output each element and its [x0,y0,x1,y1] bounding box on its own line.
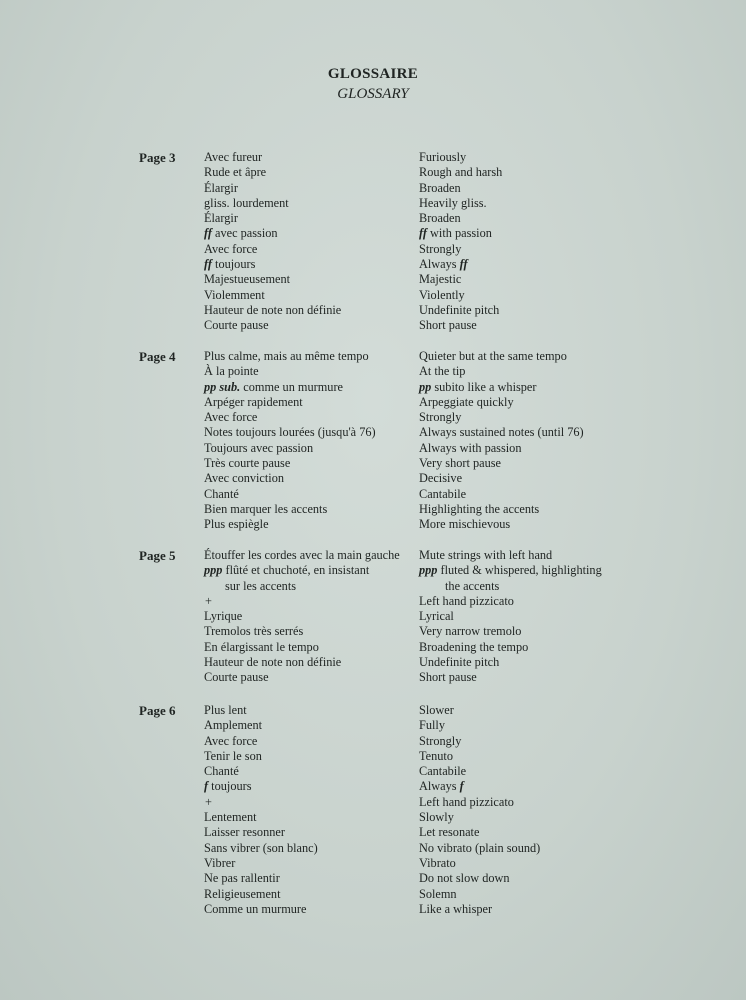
english-translation-text: Rough and harsh [419,165,503,180]
french-term [204,226,409,241]
english-column [419,349,719,533]
english-translation-text: Mute strings with left hand [419,548,553,562]
english-translation [419,594,719,609]
english-translation-text: Left hand pizzicato [419,593,514,608]
english-translation [419,871,719,886]
french-term [204,502,409,517]
french-term-text: sur les accents [225,578,297,593]
english-translation [419,181,719,196]
dynamic-marking: pp [419,379,432,394]
french-term [204,211,409,226]
english-translation [419,749,719,764]
french-term-text: Très courte pause [204,456,291,471]
french-term-text: Lyrique [204,609,243,624]
french-term-text: avec passion [211,226,278,241]
french-term-text: + [205,593,212,608]
french-term [204,196,409,211]
french-term-text: Arpéger rapidement [204,394,303,409]
english-translation [419,487,719,502]
french-column [204,150,409,334]
english-translation [419,364,719,379]
english-translation-text: Always with passion [419,440,522,455]
french-term [204,902,409,917]
english-translation-text: Arpeggiate quickly [419,394,514,409]
french-term-text: À la pointe [204,364,259,379]
french-term [204,165,409,180]
english-translation-text: the accents [445,578,500,593]
french-term [204,257,409,272]
page-subtitle: GLOSSARY [337,86,409,102]
english-translation-text: Undefinite pitch [419,302,500,317]
french-term [204,364,409,379]
english-translation [419,902,719,917]
english-translation-text: Always [419,779,460,794]
english-translation-text: Let resonate [419,825,480,840]
french-term [204,609,409,624]
french-term-text: Comme un murmure [204,901,307,916]
french-term-text: Vibrer [204,855,236,870]
english-translation-text: Always [419,257,460,272]
english-translation [419,810,719,825]
english-translation [419,303,719,318]
french-term [204,810,409,825]
english-translation-text: Furiously [419,150,467,164]
english-translation-text: Lyrical [419,609,454,624]
english-translation [419,825,719,840]
section-page-label: Page 3 [139,150,176,165]
english-translation-text: Cantabile [419,486,467,501]
english-translation [419,887,719,902]
english-translation-text: Highlighting the accents [419,501,540,516]
english-translation [419,718,719,733]
english-translation-text: Decisive [419,471,463,486]
french-term-text: Amplement [204,718,263,733]
english-translation-text: Broaden [419,180,461,195]
french-term-text: Sans vibrer (son blanc) [204,840,318,855]
english-translation [419,640,719,655]
english-column [419,703,719,917]
french-term [204,856,409,871]
french-term-text: Chanté [204,486,239,501]
english-translation-text: More mischievous [419,517,511,532]
dynamic-marking: ff [459,257,468,272]
dynamic-marking: f [204,779,209,794]
english-translation [419,764,719,779]
english-translation-text: Strongly [419,733,462,748]
english-translation [419,670,719,685]
english-translation-text: Quieter but at the same tempo [419,349,567,363]
french-column [204,349,409,533]
french-term-text: Avec force [204,410,258,425]
french-term-text: Avec force [204,733,258,748]
french-term-text: toujours [208,779,252,794]
french-term-text: Violemment [204,287,265,302]
english-translation [419,425,719,440]
dynamic-marking: ff [419,226,427,241]
section-page-label: Page 6 [139,703,176,718]
english-translation [419,563,719,578]
french-term-text: Chanté [204,764,239,779]
french-term-text: + [205,794,212,809]
english-translation [419,456,719,471]
french-term-text: Plus lent [204,703,247,717]
page-title: GLOSSAIRE [327,66,419,82]
french-term-text: En élargissant le tempo [204,639,319,654]
french-term [204,718,409,733]
english-translation-text: Violently [419,287,465,302]
french-term [204,425,409,440]
english-translation-text: fluted & whispered, highlighting [437,563,602,578]
english-translation [419,471,719,486]
english-translation-text: Short pause [419,318,477,333]
french-term-text: Plus espiègle [204,517,269,532]
english-translation-text: Very short pause [419,456,501,471]
french-term [204,871,409,886]
dynamic-marking: ff [204,226,212,241]
english-translation [419,288,719,303]
english-translation [419,395,719,410]
french-column [204,548,409,686]
english-translation [419,548,719,563]
english-translation-text: Short pause [419,670,477,685]
french-term [204,410,409,425]
english-translation-text: No vibrato (plain sound) [419,840,541,855]
english-translation-text: Like a whisper [419,901,493,916]
french-term-text: Toujours avec passion [204,440,314,455]
french-term [204,734,409,749]
french-term-text: Laisser resonner [204,825,285,840]
french-term [204,181,409,196]
french-term [204,887,409,902]
english-translation [419,779,719,794]
french-term [204,670,409,685]
french-term [204,655,409,670]
english-translation-text: subito like a whisper [431,379,537,394]
english-translation [419,609,719,624]
french-term [204,288,409,303]
french-term-text: Ne pas rallentir [204,871,280,886]
french-term [204,764,409,779]
dynamic-marking: pp sub. [204,379,241,394]
french-column [204,703,409,917]
english-translation-text: Heavily gliss. [419,195,487,210]
dynamic-marking: f [459,779,464,794]
french-term-text: Étouffer les cordes avec la main gauche [204,548,400,562]
french-term [204,579,409,594]
french-term-text: Plus calme, mais au même tempo [204,349,369,363]
french-term [204,272,409,287]
english-translation [419,517,719,532]
french-term [204,749,409,764]
dynamic-marking: ppp [419,563,438,578]
english-translation-text: Always sustained notes (until 76) [419,425,584,440]
english-translation-text: Tenuto [419,748,453,763]
french-term [204,303,409,318]
french-term-text: Tenir le son [204,748,262,763]
english-translation-text: Left hand pizzicato [419,794,514,809]
dynamic-marking: ff [204,257,212,272]
french-term [204,563,409,578]
english-translation [419,150,719,165]
french-term-text: Courte pause [204,670,269,685]
french-term-text: Courte pause [204,318,269,333]
english-translation [419,856,719,871]
english-translation [419,624,719,639]
english-translation [419,272,719,287]
french-term [204,150,409,165]
dynamic-marking: ppp [204,563,223,578]
english-translation [419,318,719,333]
english-translation [419,257,719,272]
english-translation [419,226,719,241]
french-term-text: Lentement [204,810,257,825]
french-term-text: Bien marquer les accents [204,501,328,516]
english-translation-text: Fully [419,718,445,733]
french-term [204,703,409,718]
french-term [204,487,409,502]
english-translation-text: Strongly [419,241,462,256]
english-translation-text: Slower [419,703,454,717]
english-translation-text: Undefinite pitch [419,655,500,670]
french-term [204,825,409,840]
english-translation [419,734,719,749]
french-term [204,242,409,257]
section-page-label: Page 4 [139,349,176,364]
english-translation [419,579,719,594]
english-translation-text: Vibrato [419,855,456,870]
french-term [204,471,409,486]
french-term-text: Notes toujours lourées (jusqu'à 76) [204,425,376,440]
french-term [204,841,409,856]
french-term-text: Majestueusement [204,272,291,287]
french-term [204,640,409,655]
french-term-text: Hauteur de note non définie [204,655,342,670]
english-translation-text: At the tip [419,364,466,379]
french-term-text: toujours [211,257,256,272]
english-translation [419,655,719,670]
french-term [204,548,409,563]
english-column [419,150,719,334]
french-term-text: Avec conviction [204,471,285,486]
english-translation-text: Cantabile [419,764,467,779]
french-term [204,624,409,639]
french-term-text: Avec force [204,241,258,256]
english-column [419,548,719,686]
french-term [204,456,409,471]
french-term [204,349,409,364]
english-translation [419,441,719,456]
french-term-text: comme un murmure [240,379,344,394]
french-term-text: gliss. lourdement [204,195,289,210]
english-translation [419,242,719,257]
english-translation [419,795,719,810]
french-term-text: Tremolos très serrés [204,624,304,639]
french-term [204,517,409,532]
english-translation-text: Majestic [419,272,462,287]
french-term-text: Élargir [204,211,238,226]
french-term-text: Hauteur de note non définie [204,302,342,317]
section-page-label: Page 5 [139,548,176,563]
english-translation-text: Strongly [419,410,462,425]
french-term-text: Religieusement [204,886,281,901]
english-translation [419,165,719,180]
french-term-text: Rude et âpre [204,165,267,180]
english-translation-text: with passion [426,226,492,241]
title-block [0,64,746,104]
french-term [204,594,409,609]
french-term-text: Avec fureur [204,150,263,164]
english-translation [419,841,719,856]
english-translation-text: Do not slow down [419,871,510,886]
english-translation-text: Very narrow tremolo [419,624,522,639]
english-translation [419,211,719,226]
french-term-text: Élargir [204,180,238,195]
english-translation-text: Broadening the tempo [419,639,529,654]
english-translation [419,196,719,211]
english-translation [419,380,719,395]
english-translation [419,703,719,718]
english-translation [419,349,719,364]
english-translation-text: Slowly [419,810,454,825]
french-term [204,395,409,410]
french-term [204,380,409,395]
english-translation [419,410,719,425]
english-translation-text: Broaden [419,211,461,226]
french-term [204,779,409,794]
english-translation [419,502,719,517]
french-term [204,318,409,333]
french-term-text: flûté et chuchoté, en insistant [222,563,370,578]
english-translation-text: Solemn [419,886,457,901]
french-term [204,795,409,810]
french-term [204,441,409,456]
